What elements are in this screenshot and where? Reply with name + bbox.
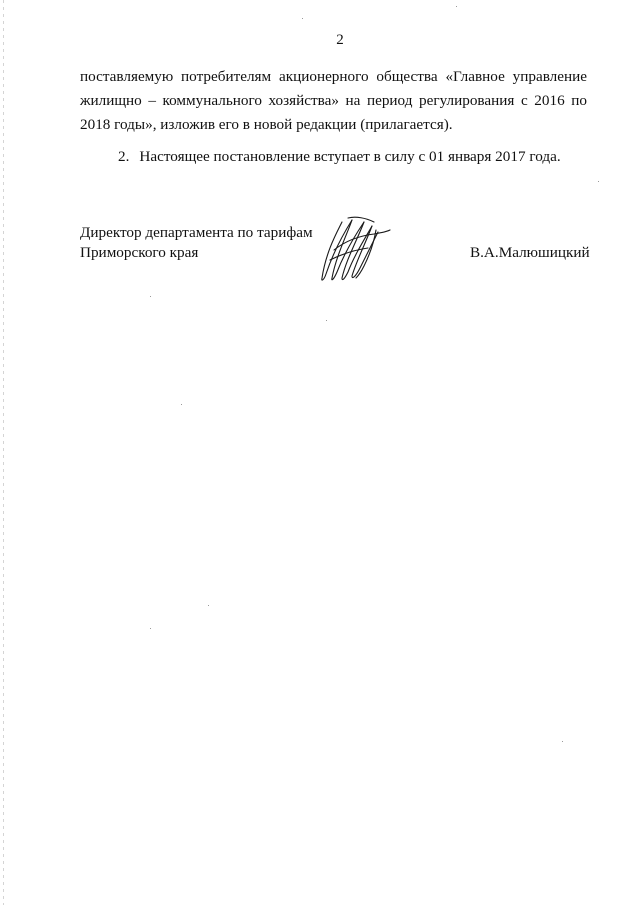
scan-speck <box>326 320 327 321</box>
handwritten-signature <box>312 212 392 287</box>
paragraph-line: жилищно – коммунального хозяйства» на период регулирования с 2016 по <box>80 92 587 109</box>
paragraph-line: поставляемую потребителям акционерного общества «Главное управление <box>80 68 587 85</box>
scan-speck <box>208 605 209 606</box>
paragraph-line: 2018 годы», изложив его в новой редакции (прилагается). <box>80 116 453 133</box>
position-region: Приморского края <box>80 244 199 261</box>
scan-speck <box>598 181 599 182</box>
scan-speck <box>302 18 303 19</box>
paragraph-continuation <box>80 65 587 137</box>
signer-name: В.А.Малюшицкий <box>470 244 590 261</box>
scan-speck <box>181 404 182 405</box>
signatory-position <box>80 223 313 263</box>
page-number: 2 <box>336 32 344 48</box>
scan-speck <box>150 296 151 297</box>
scan-speck <box>150 628 151 629</box>
paragraph-text: Настоящее постановление вступает в силу с 01 января 2017 года. <box>139 148 561 165</box>
numbered-paragraph <box>118 145 561 169</box>
position-title: Директор департамента по тарифам <box>80 224 313 241</box>
paragraph-number: 2. <box>118 148 130 165</box>
scan-speck <box>456 6 457 7</box>
scan-edge-artifact <box>3 0 4 905</box>
scan-speck <box>562 741 563 742</box>
